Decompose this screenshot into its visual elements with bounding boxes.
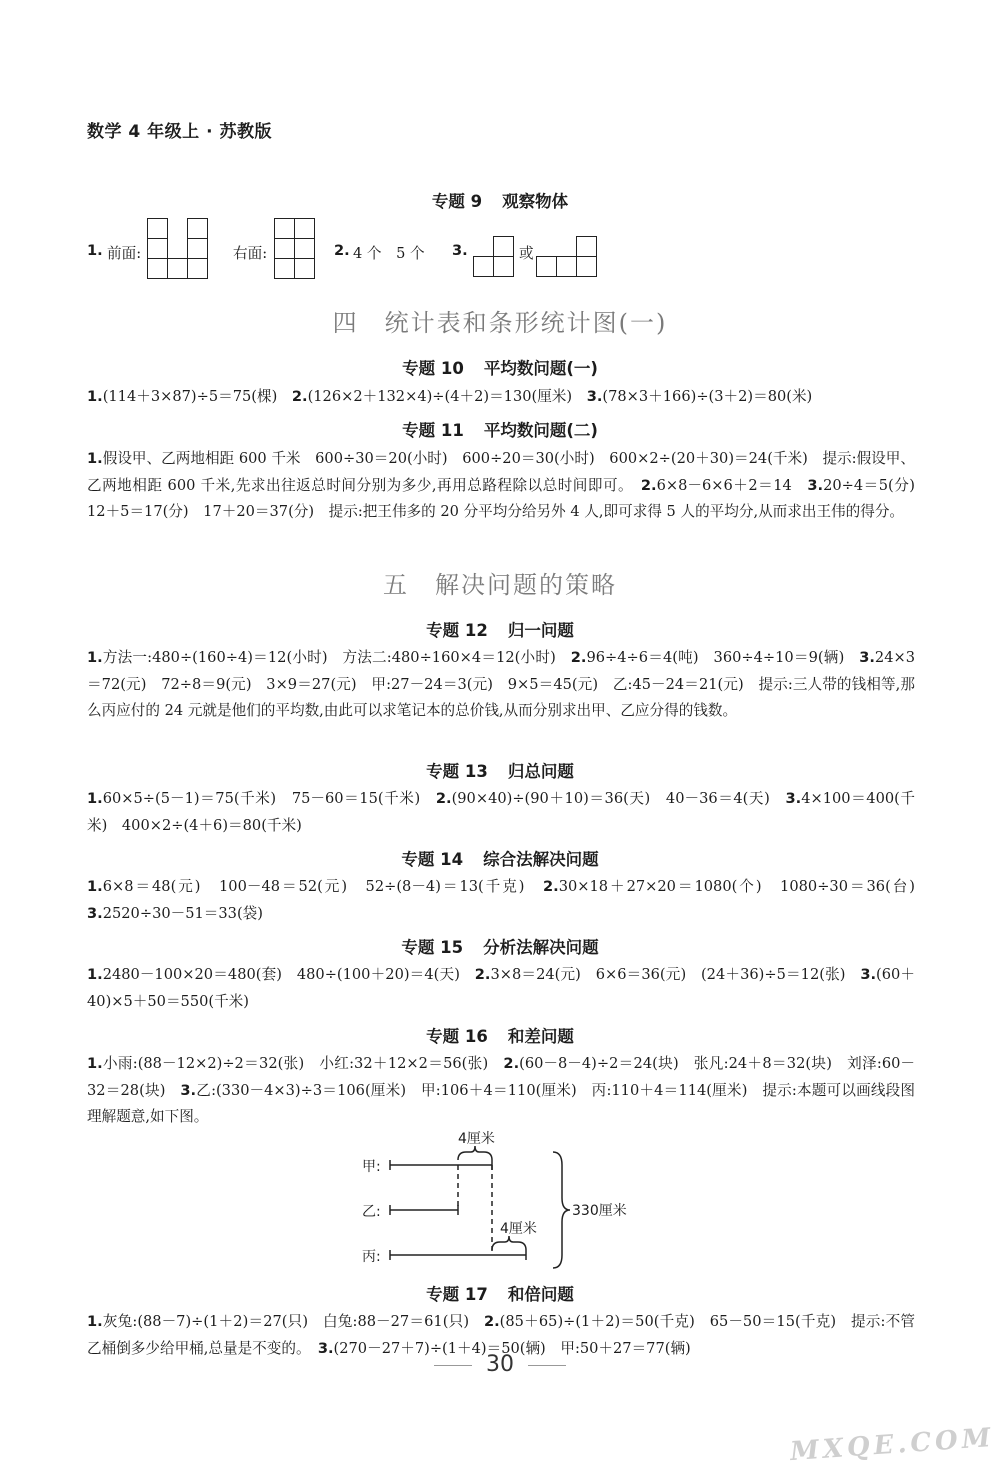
unit-5-title <box>0 565 1000 600</box>
answer-2-text: 4 个 5 个 <box>353 245 425 262</box>
answer-number: 1. <box>87 966 103 983</box>
answer-text: 3×8＝24(元) 6×6＝36(元) (24＋36)÷5＝12(张) <box>490 966 861 983</box>
answer-text: 6×8＝48(元) 100－48＝52(元) 52÷(8－4)＝13(千克) <box>102 878 543 895</box>
unit-number: 四 <box>332 309 359 337</box>
answer-text: 2520÷30－51＝33(袋) <box>102 904 263 922</box>
topic-name: 观察物体 <box>502 192 569 211</box>
answer-number: 2. <box>474 966 491 983</box>
topic-number: 专题 11 <box>402 421 464 440</box>
answer-text: (90×40)÷(90＋10)＝36(天) 40－36＝4(天) <box>451 790 786 807</box>
page-number <box>0 1352 1000 1377</box>
topic-number: 专题 15 <box>401 938 464 957</box>
unit-name: 解决问题的策略 <box>435 571 617 599</box>
topic-name: 平均数问题(一) <box>483 359 598 378</box>
answer-text: (60＋40)×5＋50＝550(千米) <box>87 966 915 1010</box>
topic-9-answers <box>87 218 687 280</box>
answer-number: 3. <box>452 242 468 259</box>
unit-name: 统计表和条形统计图(一) <box>384 309 668 337</box>
topic-13-answers <box>87 786 915 839</box>
topic-10-title <box>0 355 1000 379</box>
topic-number: 专题 16 <box>426 1027 488 1046</box>
unit-4-title <box>0 303 1000 338</box>
answer-text: 20÷4＝5(分) 12＋5＝17(分) 17＋20＝37(分) 提示:把王伟多的 20 分平均分给另外 4 人,即可求得 5 人的平均分,从而求出王伟的得分。 <box>87 476 930 520</box>
watermark-logo: MXQE.COM <box>789 1422 996 1468</box>
answer-text: 60×5÷(5－1)＝75(千米) 75－60＝15(千米) <box>102 790 436 807</box>
topic-number: 专题 9 <box>431 192 483 211</box>
top-4cm-label: 4厘米 <box>458 1131 495 1147</box>
answer-number: 2. <box>503 1055 520 1072</box>
topic-10-answers <box>87 384 915 411</box>
answer-number: 3. <box>317 1339 334 1357</box>
answer-number: 2. <box>483 1313 500 1330</box>
total-label: 330厘米 <box>572 1203 627 1219</box>
front-view-label: 前面: <box>107 245 142 262</box>
topic-15-title <box>0 934 1000 958</box>
answer-number: 1. <box>87 649 103 666</box>
topic-name: 综合法解决问题 <box>483 850 599 869</box>
answer-text: 6×8－6×6＋2＝14 <box>656 476 808 494</box>
answer-number: 2. <box>543 878 559 895</box>
topic-17-title <box>0 1281 1000 1305</box>
answer-number: 2. <box>435 790 452 807</box>
answer-text: 小雨:(88－12×2)÷2＝32(张) 小红:32＋12×2＝56(张) <box>102 1055 504 1072</box>
page-number-text: 30 <box>486 1352 514 1377</box>
topic-12-title <box>0 617 1000 641</box>
answer-text: (270－27＋7)÷(1＋4)＝50(辆) 甲:50＋27＝77(辆) <box>333 1339 691 1357</box>
answer-number: 1. <box>87 450 103 467</box>
topic-name: 归总问题 <box>507 762 574 781</box>
answer-number: 1. <box>87 1313 103 1330</box>
answer-number: 1. <box>87 388 103 405</box>
answer-number: 1. <box>87 790 103 807</box>
answer-text: 2480－100×20＝480(套) 480÷(100＋20)＝4(天) <box>102 966 475 983</box>
answer-text: 灰兔:(88－7)÷(1＋2)＝27(只) 白兔:88－27＝61(只) <box>102 1313 484 1330</box>
topic-name: 分析法解决问题 <box>483 938 599 957</box>
topic-14-answers <box>87 874 930 927</box>
answer-number: 3. <box>87 904 103 922</box>
answer-number: 3. <box>860 966 877 983</box>
topic-name: 归一问题 <box>507 621 574 640</box>
topic-11-answers <box>87 446 930 526</box>
answer-text: 4×100＝400(千米) 400×2÷(4＋6)＝80(千米) <box>87 790 916 834</box>
topic-11-title <box>0 417 1000 441</box>
answer-number: 3. <box>807 476 824 494</box>
answer-number: 1. <box>87 878 103 895</box>
topic-14-title <box>0 846 1000 870</box>
or-label: 或 <box>519 245 534 262</box>
unit-number: 五 <box>383 571 409 599</box>
topic-15-answers <box>87 962 915 1015</box>
book-header: 数学 4 年级上 · 苏教版 <box>87 122 272 142</box>
topic-number: 专题 17 <box>426 1285 488 1304</box>
answer-number: 3. <box>586 388 603 405</box>
topic-16-title <box>0 1023 1000 1047</box>
topic-number: 专题 10 <box>402 359 464 378</box>
yi-label: 乙: <box>362 1204 381 1220</box>
answer-text: 96÷4÷6＝4(吨) 360÷4÷10＝9(辆) <box>586 649 860 666</box>
page-number-dash-right <box>528 1365 566 1366</box>
answer-text: (85＋65)÷(1＋2)＝50(千克) 65－50＝15(千克) 提示:不管乙桶倒多少给甲桶,总量是不变的。 <box>87 1313 915 1357</box>
answer-text: (78×3＋166)÷(3＋2)＝80(米) <box>602 388 813 405</box>
topic-name: 和倍问题 <box>507 1285 574 1304</box>
jia-label: 甲: <box>362 1159 381 1175</box>
topic-12-answers <box>87 645 915 725</box>
answer-number: 2. <box>640 476 657 494</box>
answer-text: 方法一:480÷(160÷4)＝12(小时) 方法二:480÷160×4＝12(小时) <box>102 649 571 666</box>
answer-text: 30×18＋27×20＝1080(个) 1080÷30＝36(台) <box>558 878 930 895</box>
topic-number: 专题 14 <box>401 850 464 869</box>
right-view-label: 右面: <box>233 245 268 262</box>
answer-number: 3. <box>859 649 875 666</box>
answer-text: 假设甲、乙两地相距 600 千米 600÷30＝20(小时) 600÷20＝30(小时) 600×2÷(20＋30)＝24(千米) 提示:假设甲、乙两地相距 600 千米,先求出往返总时间分别为多少,再用总路程除以总时间即可。 <box>87 450 915 494</box>
answer-number: 2. <box>570 649 587 666</box>
answer-number: 2. <box>334 242 350 259</box>
topic-16-answers <box>87 1051 915 1131</box>
topic-13-title <box>0 758 1000 782</box>
topic-name: 平均数问题(二) <box>483 421 598 440</box>
answer-number: 3. <box>785 790 802 807</box>
topic-name: 和差问题 <box>507 1027 574 1046</box>
answer-number: 1. <box>87 242 103 259</box>
page-number-dash-left <box>434 1365 472 1366</box>
answer-text: 24×3＝72(元) 72÷8＝9(元) 3×9＝27(元) 甲:27－24＝3(元) 9×5＝45(元) 乙:45－24＝21(元) 提示:三人带的钱相等,那么丙应付的 24 元就是他们的平均数,由此可以求笔记本的总价钱,从而分别求出甲、乙应分得的钱数。 <box>87 649 916 719</box>
answer-text: 乙:(330－4×3)÷3＝106(厘米) 甲:106＋4＝110(厘米) 丙:110＋4＝114(厘米) 提示:本题可以画线段图理解题意,如下图。 <box>87 1081 916 1125</box>
topic-number: 专题 13 <box>426 762 488 781</box>
topic-number: 专题 12 <box>426 621 488 640</box>
bing-label: 丙: <box>362 1249 381 1265</box>
answer-text: (114＋3×87)÷5＝75(棵) <box>102 388 292 405</box>
answer-number: 2. <box>291 388 308 405</box>
answer-number: 3. <box>180 1081 197 1099</box>
mid-4cm-label: 4厘米 <box>500 1221 537 1237</box>
line-segment-diagram <box>350 1130 660 1275</box>
topic-9-title <box>0 188 1000 212</box>
answer-text: (60－8－4)÷2＝24(块) 张凡:24＋8＝32(块) 刘泽:60－32＝28(块) <box>87 1055 915 1099</box>
answer-number: 1. <box>87 1055 103 1072</box>
answer-text: (126×2＋132×4)÷(4＋2)＝130(厘米) <box>307 388 587 405</box>
